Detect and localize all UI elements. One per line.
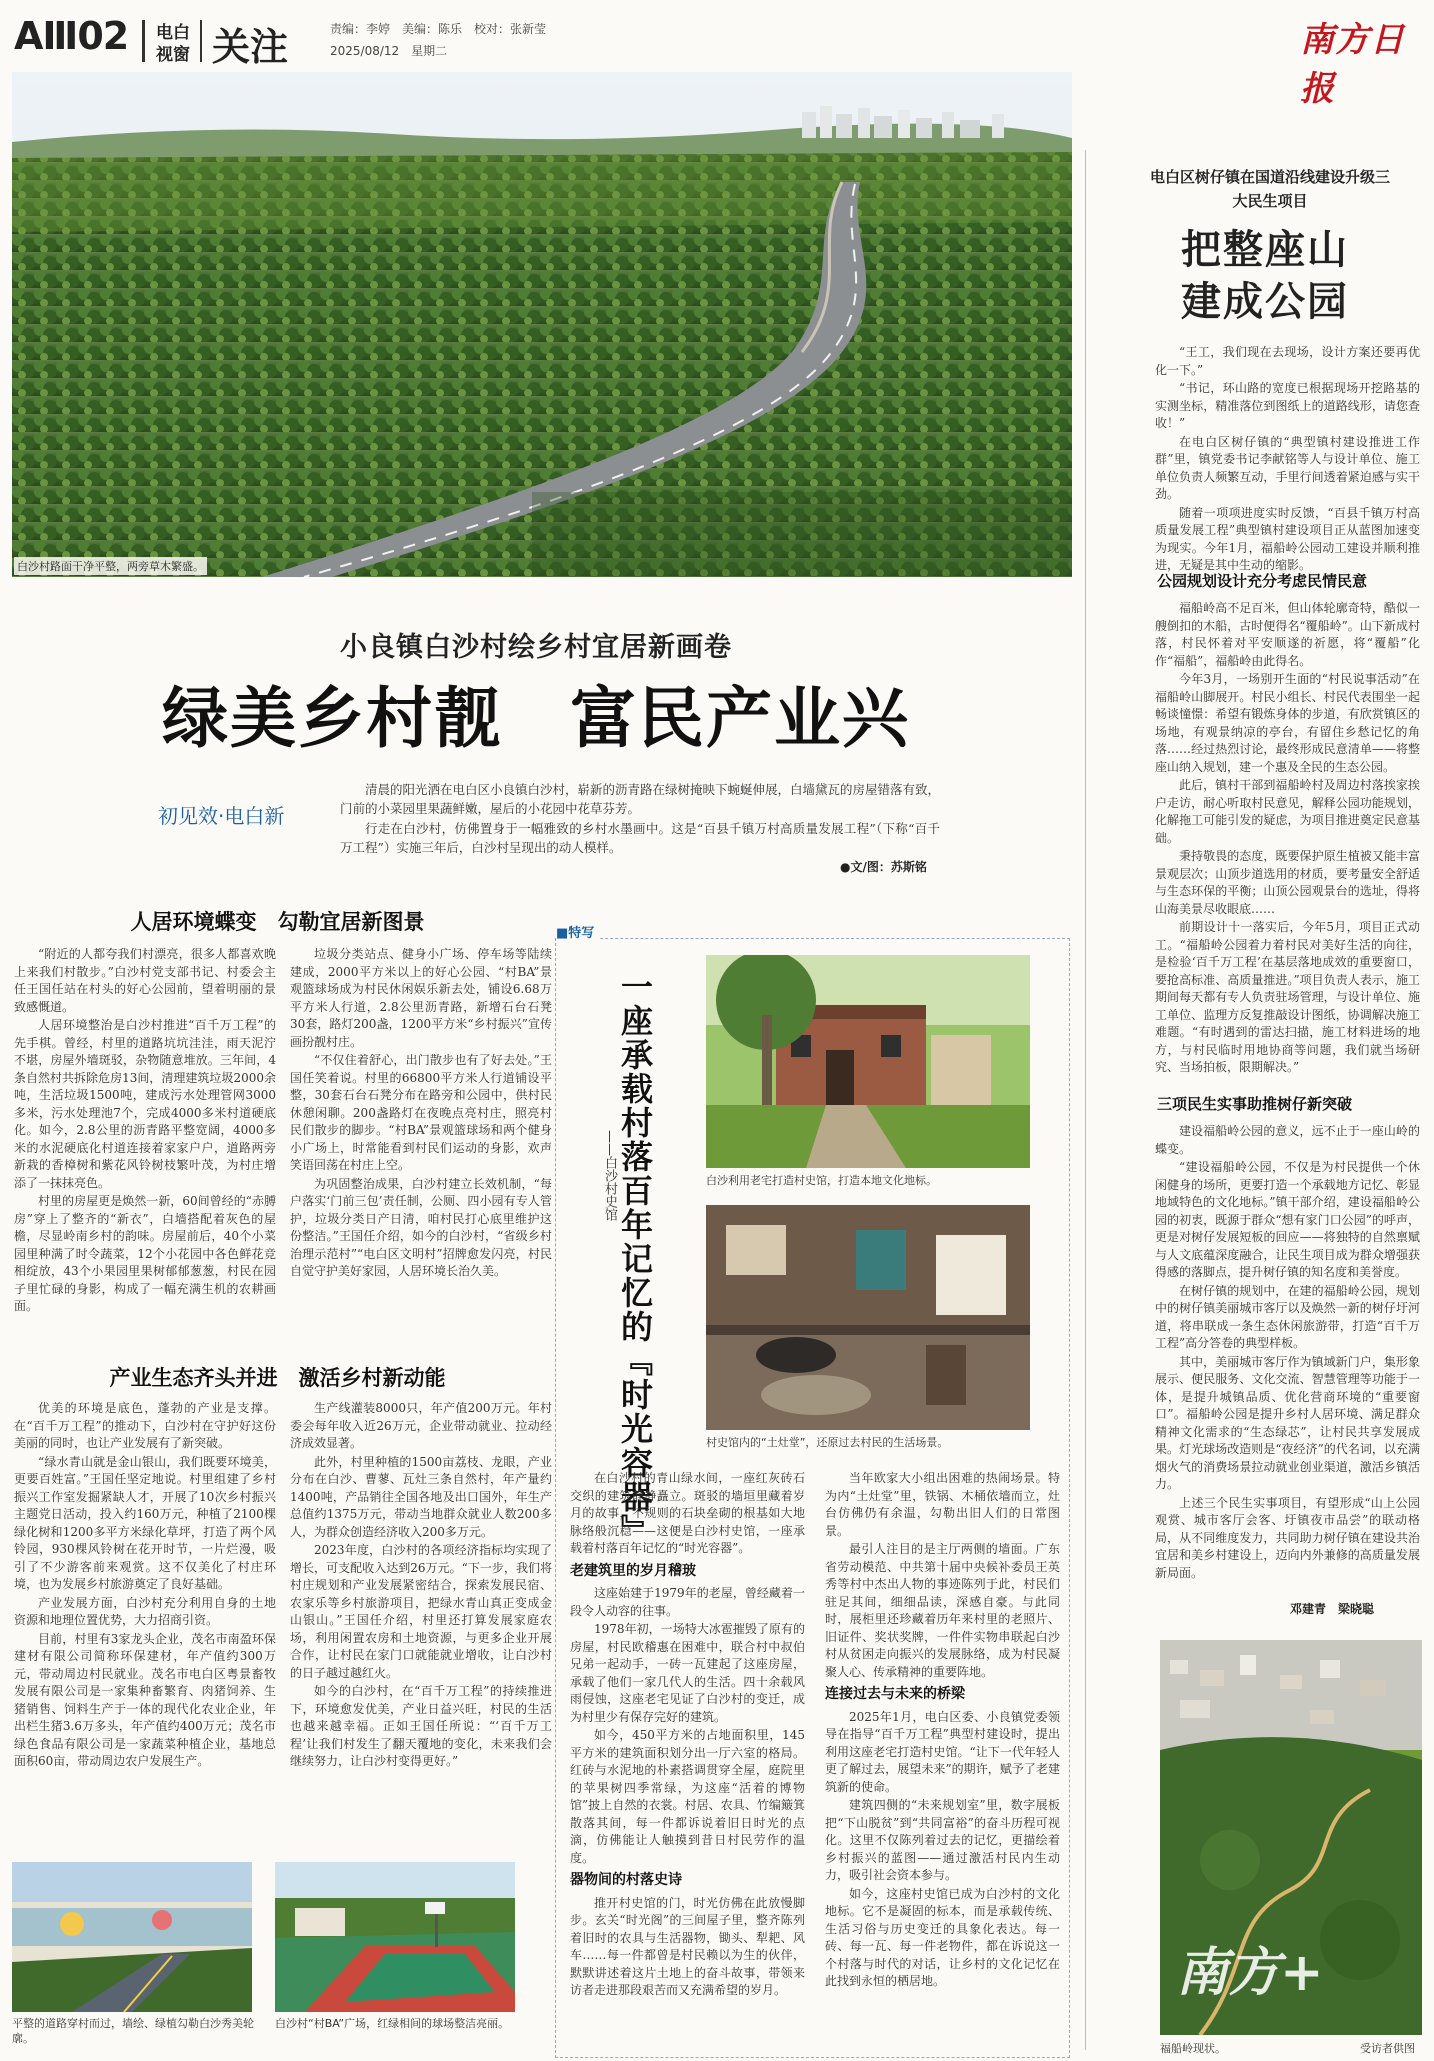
hero-photo-caption: 白沙村路面干净平整，两旁草木繁盛。 [14,557,207,575]
paragraph: 目前，村里有3家龙头企业，茂名市南盈环保建材有限公司简称环保建材，年产值约300万元，带动周边村民就业。茂名市电白区粤景畜牧发展有限公司是一家集种畜繁育、肉猪饲养、生猪销售、饲料生产于一体的现代化农业企业，年出栏生猪3.6万多头，年产值约400万元；茂名市绿色食品有限公司是一家蔬菜种植企业，基地总面积60亩，带动周边农户发展生产。 [14,1631,276,1768]
feature-vertical-title: 一座承载村落百年记忆的『时光容器』 [616,970,654,1548]
paragraph: 这座始建于1979年的老屋，曾经藏着一段令人动容的往事。 [570,1586,805,1618]
paragraph: 1978年初，一场特大冰雹摧毁了原有的房屋，村民欧稽惠在困难中，联合村中叔伯兄弟一起动手，一砖一瓦建起了这座房屋，承载了他们一家几代人的生活。四十余载风雨侵蚀，这座老宅见证了白沙村的变迁，成为村里少有保存完好的建筑。 [570,1622,805,1724]
fuchuanling-caption: 福船岭现状。 [1160,2042,1226,2055]
history-hall-kitchen-photo [706,1205,1030,1430]
paragraph: 垃圾分类站点、健身小广场、停车场等陆续建成，2000平方米以上的好心公园、“村BA”景观篮球场成为村民休闲娱乐新去处，铺设6.68万平方米人行道，2.8公里沥青路，新增石台石凳30套，路灯200盏，1200平方米“乡村振兴”宣传画扮靓村庄。 [290,947,552,1049]
paragraph: 建设福船岭公园的意义，远不止于一座山岭的蝶变。 [1155,1124,1420,1156]
main-lead-p2: 行走在白沙村，仿佛置身于一幅雅致的乡村水墨画中。这是“百县千镇万村高质量发展工程”（下称“百千万工程”）实施三年后，白沙村呈现出的动人模样。 [340,821,940,855]
history-hall-kitchen-caption: 村史馆内的“土灶堂”，还原过去村民的生活场景。 [706,1436,949,1449]
feature-subhead-1: 老建筑里的岁月稽玻 [570,1562,696,1579]
paragraph: “书记，环山路的宽度已根据现场开挖路基的实测坐标，精准落位到图纸上的道路线形，请您查收！” [1155,381,1420,430]
right-subhead-1: 公园规划设计充分考虑民情民意 [1157,572,1368,590]
masthead-divider-2 [200,20,202,62]
right-kicker: 电白区树仔镇在国道沿线建设升级三大民生项目 [1150,168,1391,210]
paragraph: 如今，450平方米的占地面积里，145平方米的建筑面积划分出一厅六室的格局。红砖与水泥地的朴素搭调贯穿全屋，庭院里的苹果树四季常绿，为这座“活着的博物馆”披上自然的衣裳。村居、农具、竹编簸箕散落其间，每一件都诉说着旧日时光的点滴，仿佛能让人触摸到昔日村民劳作的温度。 [570,1728,805,1865]
paragraph: 2025年1月，电白区委、小良镇党委领导在指导“百千万工程”典型村建设时，提出利用这座老宅打造村史馆。“让下一代年轻人更了解过去，展望未来”的期许，赋予了老建筑新的使命。 [825,1709,1060,1794]
paragraph: 建筑四侧的“未来规划室”里，数字展板把“下山脱贫”到“共同富裕”的奋斗历程可视化。这里不仅陈列着过去的记忆，更描绘着乡村振兴的蓝图——通过激活村民内生动力，吸引社会资本参与。 [825,1798,1060,1882]
paragraph: “附近的人都夸我们村漂亮，很多人都喜欢晚上来我们村散步。”白沙村党支部书记、村委会主任王国任站在村头的好心公园前，望着明丽的景致感慨道。 [14,947,276,1014]
hero-photo [12,72,1072,577]
main-lead-p1: 清晨的阳光洒在电白区小良镇白沙村，崭新的沥青路在绿树掩映下蜿蜒伸展，白墙黛瓦的房屋错落有致，门前的小菜园里果蔬鲜嫩，屋后的小花园中花草芬芳。 [340,782,941,816]
section-title: 关注 [212,25,289,69]
right-intro [1155,344,1420,576]
paragraph: 为巩固整治成果，白沙村建立长效机制，“每户落实‘门前三包’责任制，公厕、四小园有专人管护，垃圾分类日产日清，咱村民打心底里维护这份整洁。”王国任介绍，如今的白沙村，“省级乡村治理示范村”“电白区文明村”招牌愈发闪亮，村民自觉守护美好家园，人居环境长治久美。 [290,1176,552,1278]
paragraph: 最引人注目的是主厅两侧的墙面。广东省劳动模范、中共第十届中央候补委员王英秀等村中杰出人物的事迹陈列于此，村民们驻足其间，细细品读，深感自豪。与此同时，展柜里还珍藏着历年来村里的老照片、旧证件、奖状奖牌，一件件实物串联起白沙村从贫困走向振兴的发展脉络，成为村民凝聚人心、传承精神的重要阵地。 [825,1542,1060,1679]
main-lead [340,780,940,858]
section-name-line1: 电白 [156,23,190,43]
section-a-col2 [290,946,552,1282]
section-b-col2 [290,1400,552,1855]
paragraph: 如今，这座村史馆已成为白沙村的文化地标。它不是凝固的标本，而是承载传统、生活习俗与历史变迁的具象化表达。每一砖、每一瓦、每一件老物件，都在诉说这一个村落与时代的对话，让乡村的文化记忆在此找到永恒的栖居地。 [825,1886,1060,1988]
feature-subhead-3: 连接过去与未来的桥梁 [825,1686,965,1702]
right-headline-line2: 建成公园 [1181,278,1349,325]
paragraph: 福船岭高不足百米，但山体轮廓奇特，酷似一艘倒扣的木船，古时便得名“覆船岭”。山下新成村落，村民怀着对平安顺遂的祈愿，将“覆船”化作“福船”，福船岭由此得名。 [1155,601,1420,668]
paragraph: 当年欧家大小组出困难的热闹场景。特为内“土灶堂”里，铁锅、木桶依墙而立，灶台仿佛仍有余温，勾勒出旧人们的日常图景。 [825,1471,1060,1538]
history-hall-exterior-caption: 白沙利用老宅打造村史馆，打造本地文化地标。 [706,1174,937,1187]
hero-aerial-illustration [12,72,1072,577]
village-road-illustration [12,1862,252,2012]
paragraph: 生产线灌装8000只，年产值200万元。年村委会每年收入近26万元，企业带动就业、拉动经济成效显著。 [290,1401,552,1450]
paragraph: 前期设计十一落实后，今年5月，项目正式动工。“福船岭公园着力着村民对美好生活的向往，是检验‘百千万工程’在基层落地成效的重要窗口，要抢高标准、高质量推进。”项目负责人表示，施工期间每天都有专人负责驻场管理，与设计单位、施工单位、监理方反复推敲设计图纸，协调解决施工难题。“有时遇到的雷达扫描，施工材料进场的地方，与村民临时用地协商等问题，我们就当场研究、当场拍板，限期解决。” [1155,920,1420,1074]
newspaper-logo: 南方日报 [1300,20,1405,109]
history-hall-exterior-photo [706,955,1030,1168]
masthead-divider [142,20,145,62]
paragraph: 2023年度，白沙村的各项经济指标均实现了增长，可支配收入达到26万元。“下一步，我们将村庄规划和产业发展紧密结合，探索发展民宿、农家乐等乡村旅游项目，把绿水青山真正变成金山银山。”王国任介绍，村里还打算发展家庭农场，利用闲置农房和土地资源，与更多企业开展合作，让村民在家门口就能就业增收，让白沙村的日子越过越红火。 [290,1543,552,1680]
basketball-court-photo [275,1862,515,2012]
section-b-col1 [14,1400,276,1855]
paragraph: 人居环境整治是白沙村推进“百千万工程”的先手棋。曾经，村里的道路坑坑洼洼，雨天泥泞不堪，房屋外墙斑驳，杂物随意堆放。三年间，4条自然村共拆除危房13间，清理建筑垃圾2000余吨，生活垃圾1500吨，建成污水处理管网3000多米，污水处理池7个，完成4000多米村道硬底化。如今，2.8公里的沥青路平整宽阔，4000多米的水泥硬底化村道连接着家家户户，道路两旁新栽的香樟树和紫花风铃树枝繁叶茂，为村庄增添了一抹抹亮色。 [14,1018,276,1190]
paragraph: “王工，我们现在去现场，设计方案还要再优化一下。” [1155,345,1420,377]
main-headline: 绿美乡村靓 富民产业兴 [162,679,910,757]
feature-col2 [825,1470,1060,2055]
column-tag: 初见效·电白新 [158,804,285,828]
section-a-col1 [14,946,276,1317]
village-road-caption: 平整的道路穿村而过，墙绘、绿植勾勒白沙秀美轮廓。 [12,2017,254,2045]
paragraph: 今年3月，一场别开生面的“村民说事活动”在福船岭山脚展开。村民小组长、村民代表围坐一起畅谈憧憬：希望有锻炼身体的步道，有欣赏镇区的场地，有观景纳凉的亭台，有留住乡愁记忆的角落……经过热烈讨论，最终形成民意清单——将整座山纳入规划，建一个惠及全民的生态公园。 [1155,672,1420,774]
paragraph: 随着一项项进度实时反馈，“百县千镇万村高质量发展工程”典型镇村建设项目正从蓝图加速变为现实。今年1月，福船岭公园动工建设并顺利推进，无疑是其中生动的缩影。 [1155,505,1420,572]
paragraph: 产业发展方面，白沙村充分利用自身的土地资源和地理位置优势，大力招商引资。 [14,1595,276,1627]
paragraph: 在电白区树仔镇的“典型镇村建设推进工作群”里，镇党委书记李献铭等人与设计单位、施工单位负责人频繁互动，手里行间透着紧迫感与实干劲。 [1155,434,1420,501]
nanfang-plus-watermark: 南方+ [1176,1942,1324,2003]
feature-col1 [570,1470,805,2055]
paragraph: 在树仔镇的规划中，在建的福船岭公园，规划中的树仔镇美丽城市客厅以及焕然一新的树仔圩河道，将串联成一条生态休闲旅游带，打造“百千万工程”高分答卷的典型样板。 [1155,1283,1420,1350]
feature-vertical-subtitle: ——白沙村史馆 [602,1130,617,1221]
fuchuanling-credit: 受访者供图 [1360,2042,1415,2055]
right-byline: 邓建青 梁晓聪 [1290,1602,1375,1616]
basketball-court-illustration [275,1862,515,2012]
paragraph: 优美的环境是底色，蓬勃的产业是支撑。在“百千万工程”的推动下，白沙村在守护好这份美丽的同时，也让产业发展有了新突破。 [14,1401,276,1450]
paragraph: 此外，村里种植的1500亩荔枝、龙眼，产业分布在白沙、曹蓼、瓦灶三条自然村，年产量约1400吨，产品销往全国各地及出口国外，年生产总值约1375万元，带动当地群众就业人数200多人，为群众创造经济收入200多万元。 [290,1454,552,1539]
paragraph: 秉持敬畏的态度，既要保护原生植被又能丰富景观层次；山顶步道选用的材质，要考量安全舒适与生态环保的平衡；山顶公园观景台的选址，得将山海美景尽收眼底…… [1155,849,1420,916]
right-section-2 [1155,1123,1420,1593]
feature-tag: ■特写 [556,922,600,941]
village-road-photo [12,1862,252,2012]
feature-subhead-2: 器物间的村落史诗 [570,1872,682,1888]
paragraph: 其中，美丽城市客厅作为镇域新门户，集形象展示、便民服务、文化交流、智慧管理等功能于一体，是提升城镇品质、优化营商环境的“重要窗口”。福船岭公园是提升乡村人居环境、满足群众精神文化需求的“生态绿芯”，让村民共享发展成果。灯光球场改造则是“夜经济”的代名词，以充满烟火气的消费场景拉动就业创业渠道，激活乡镇活力。 [1155,1354,1420,1491]
right-section-1 [1155,600,1420,1080]
basketball-court-caption: 白沙村“村BA”广场，红绿相间的球场整洁亮丽。 [275,2017,510,2030]
section-a-title: 人居环境蝶变 勾勒宜居新图景 [130,910,425,934]
paragraph: 推开村史馆的门，时光仿佛在此放慢脚步。玄关“时光阁”的三间屋子里，整齐陈列着旧时的农具与生活器物，锄头、犁耙、风车……每一件都曾是村民赖以为生的伙伴，默默讲述着这片土地上的奋斗故事，带领来访者走进那段艰苦而又充满希望的岁月。 [570,1895,805,1997]
history-hall-kitchen-illustration [706,1205,1030,1430]
page-code: AⅢ02 [14,14,129,58]
main-byline: ●文/图：苏斯铭 [840,860,927,874]
paragraph: “绿水青山就是金山银山，我们既要环境美，更要百姓富。”王国任坚定地说。村里组建了乡村振兴工作室发掘紧缺人才，开展了10次乡村振兴主题党日活动，投入约160万元，种植了2100棵绿化树和1200多平方米绿化草坪，打造了两个风铃园，930棵风铃树在花开时节，一片烂漫，吸引了不少游客前来观赏。这不仅美化了村庄环境，也为发展乡村旅游奠定了良好基础。 [14,1454,276,1591]
issue-date: 2025/08/12 星期二 [330,44,448,58]
history-hall-exterior-illustration [706,955,1030,1168]
masthead [0,0,1434,109]
paragraph: 村里的房屋更是焕然一新，60间曾经的“赤膊房”穿上了整齐的“新衣”，白墙搭配着灰色的屋檐，尽显岭南乡村的韵味。房屋前后，40个小菜园里种满了时令蔬菜，12个小花园中各色鲜花竞相绽放，43个小果园里果树郁郁葱葱，村民在园子里忙碌的身影，构成了一幅充满生机的农耕画面。 [14,1194,276,1313]
paragraph: 如今的白沙村，在“百千万工程”的持续推进下，环境愈发优美，产业日益兴旺，村民的生活也越来越幸福。正如王国任所说：“‘百千万工程’让我们村发生了翻天覆地的变化，未来我们会继续努力，让白沙村变得更好。” [290,1684,552,1768]
paragraph: “不仅住着舒心，出门散步也有了好去处。”王国任笑着说。村里的66800平方米人行道铺设平整，30套石台石凳分布在路旁和公园中，供村民休憩闲聊。200盏路灯在夜晚点亮村庄，照亮村民们散步的脚步。“村BA”景观篮球场和两个健身小广场上，时常能看到村民们运动的身影，欢声笑语回荡在村庄上空。 [290,1053,552,1172]
right-column-divider [1085,150,1086,2050]
main-kicker: 小良镇白沙村绘乡村宜居新画卷 [340,632,732,663]
fuchuanling-photo [1160,1640,1422,2035]
paragraph: “建设福船岭公园，不仅是为村民提供一个休闲健身的场所，更要打造一个承载地方记忆、彰显地域特色的文化地标。”镇干部介绍，建设福船岭公园的初衷，既源于群众“想有家门口公园”的呼声，更是对树仔发展短板的回应——将独特的自然禀赋与人文底蕴深度融合，让民生项目成为群众增强获得感的落脚点，提升树仔镇的知名度和美誉度。 [1155,1160,1420,1279]
editor-credits: 责编：李婷 美编：陈乐 校对：张新莹 [330,22,547,36]
right-headline-line1: 把整座山 [1181,226,1349,273]
paragraph: 在白沙村的青山绿水间，一座红灰砖石交织的建筑静静矗立。斑驳的墙垣里藏着岁月的故事，不规则的石块垒砌的根基如大地脉络般沉稳——这便是白沙村史馆，一座承载着村落百年记忆的“时光容器”。 [570,1471,805,1555]
right-subhead-2: 三项民生实事助推树仔新突破 [1157,1095,1353,1113]
paragraph: 此后，镇村干部到福船岭村及周边村落挨家挨户走访，耐心听取村民意见，解释公园功能规划，化解拖工可能引发的疑虑，为项目推进奠定民意基础。 [1155,778,1420,845]
section-name-line2: 视窗 [156,45,190,65]
paragraph: 上述三个民生实事项目，有望形成“山上公园观赏、城市客厅会客、圩镇夜市品尝”的联动格局，从不同维度发力，共同助力树仔镇在建设共治宜居和美乡村建设上，迈向内外兼修的高质量发展新局面。 [1155,1495,1420,1580]
section-b-title: 产业生态齐头并进 激活乡村新动能 [109,1366,446,1390]
